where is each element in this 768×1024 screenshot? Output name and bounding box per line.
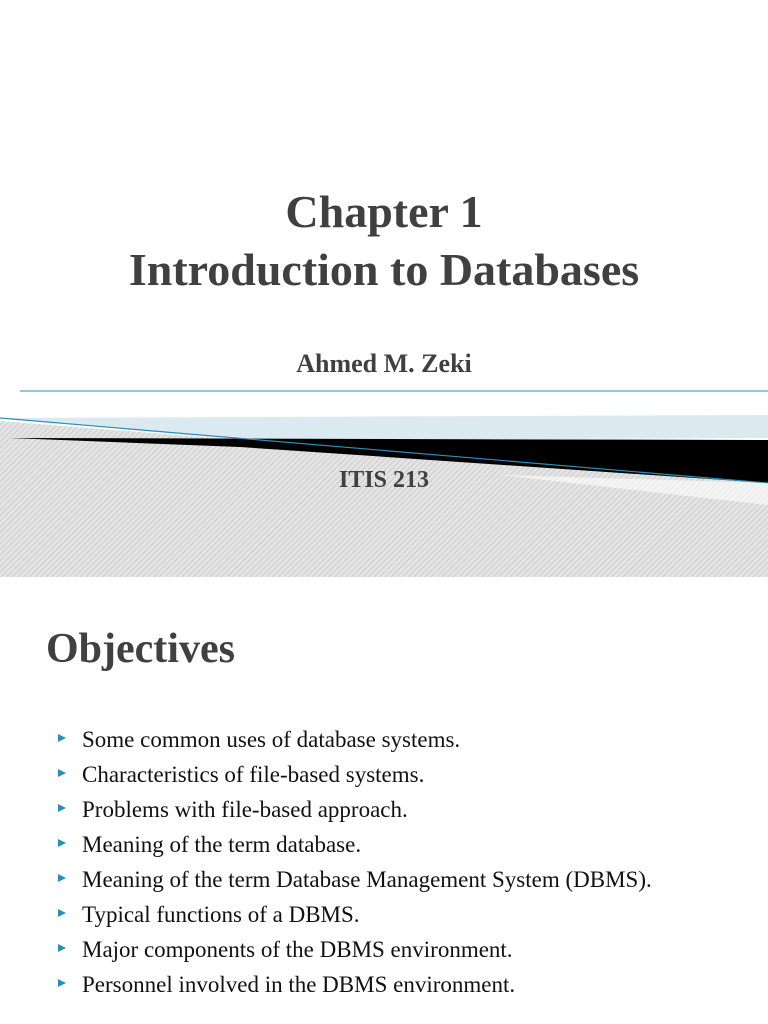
bullet-arrow-icon <box>58 804 66 812</box>
objective-item <box>56 724 746 755</box>
objective-text: Meaning of the term Database Management System (DBMS). <box>82 867 652 892</box>
title-line-subject: Introduction to Databases <box>128 244 640 295</box>
bullet-arrow-icon <box>58 734 66 742</box>
objective-item <box>56 759 746 790</box>
objectives-heading: Objectives <box>46 626 235 672</box>
objective-item <box>56 864 746 895</box>
bullet-arrow-icon <box>58 874 66 882</box>
course-code: ITIS 213 <box>338 467 430 493</box>
author-name: Ahmed M. Zeki <box>296 349 472 378</box>
objective-text: Characteristics of file-based systems. <box>82 762 425 787</box>
bullet-arrow-icon <box>58 839 66 847</box>
objective-item <box>56 794 746 825</box>
objective-text: Some common uses of database systems. <box>82 727 461 752</box>
objectives-slide <box>0 577 768 1024</box>
objective-text: Meaning of the term database. <box>82 832 362 857</box>
bullet-arrow-icon <box>58 769 66 777</box>
objective-text: Personnel involved in the DBMS environment. <box>82 972 516 997</box>
objective-item <box>56 934 746 965</box>
objective-item <box>56 899 746 930</box>
title-line-chapter: Chapter 1 <box>285 186 483 237</box>
objective-text: Major components of the DBMS environment. <box>82 937 513 962</box>
objective-item <box>56 829 746 860</box>
objective-text: Problems with file-based approach. <box>82 797 408 822</box>
bullet-arrow-icon <box>58 979 66 987</box>
bullet-arrow-icon <box>58 909 66 917</box>
bullet-arrow-icon <box>58 944 66 952</box>
objective-text: Typical functions of a DBMS. <box>82 902 360 927</box>
objectives-list <box>56 724 746 1004</box>
objective-item <box>56 969 746 1000</box>
slide-title <box>0 183 768 299</box>
